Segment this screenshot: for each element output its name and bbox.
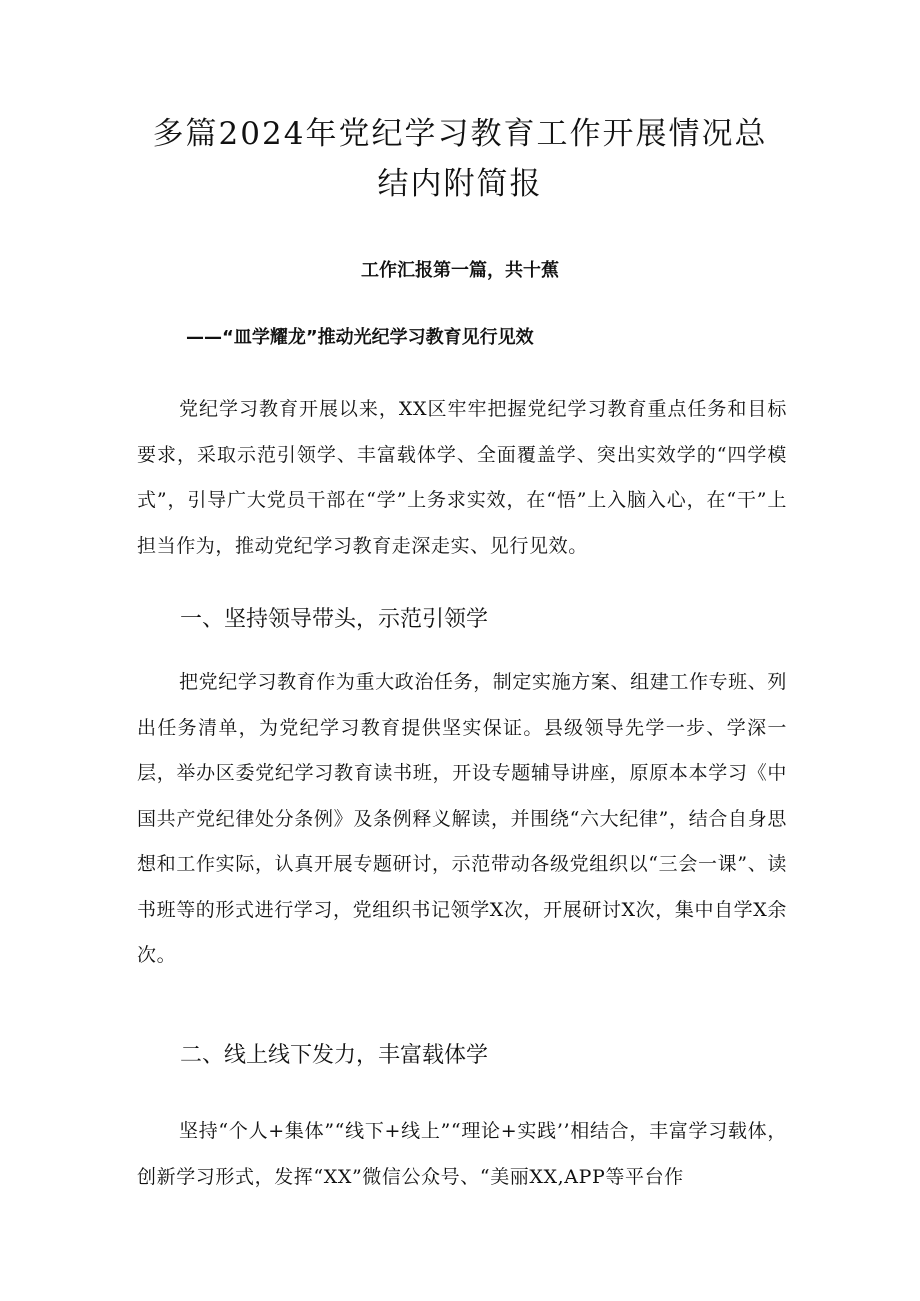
document-title-line-2: 结内附简报 bbox=[377, 166, 543, 202]
section-2-paragraph: 坚持“个人+集体”“线下+线上”“理论+实践’’相结合，丰富学习载体，创新学习形式，发挥“XX”微信公众号、“美丽XX,APP等平台作 bbox=[137, 1120, 787, 1188]
section-2-heading: 二、线上线下发力，丰富载体学 bbox=[180, 1043, 489, 1068]
document-title-line-1: 多篇2024年党纪学习教育工作开展情况总 bbox=[152, 116, 768, 152]
intro-paragraph: 党纪学习教育开展以来，XX区牢牢把握党纪学习教育重点任务和目标要求，采取示范引领学、丰富载体学、全面覆盖学、突出实效学的“四学模式”，引导广大党员干部在“学”上务求实效，在“悟”上入脑入心，在“干”上担当作为，推动党纪学习教育走深走实、见行见效。 bbox=[137, 398, 787, 557]
section-1-paragraph: 把党纪学习教育作为重大政治任务，制定实施方案、组建工作专班、列出任务清单，为党纪学习教育提供坚实保证。县级领导先学一步、学深一层，举办区委党纪学习教育读书班，开设专题辅导讲座，原原本本学习《中国共产党纪律处分条例》及条例释义解读，并围绕“六大纪律”，结合自身思想和工作实际，认真开展专题研讨，示范带动各级党组织以“三会一课”、读书班等的形式进行学习，党组织书记领学X次，开展研讨X次，集中自学X余次。 bbox=[137, 671, 787, 966]
document-subtitle: 工作汇报第一篇，共十蕉 bbox=[361, 260, 559, 281]
section-1-heading: 一、坚持领导带头，示范引领学 bbox=[180, 607, 489, 632]
document-tagline: ——“皿学耀龙”推动光纪学习教育见行见效 bbox=[186, 327, 534, 348]
